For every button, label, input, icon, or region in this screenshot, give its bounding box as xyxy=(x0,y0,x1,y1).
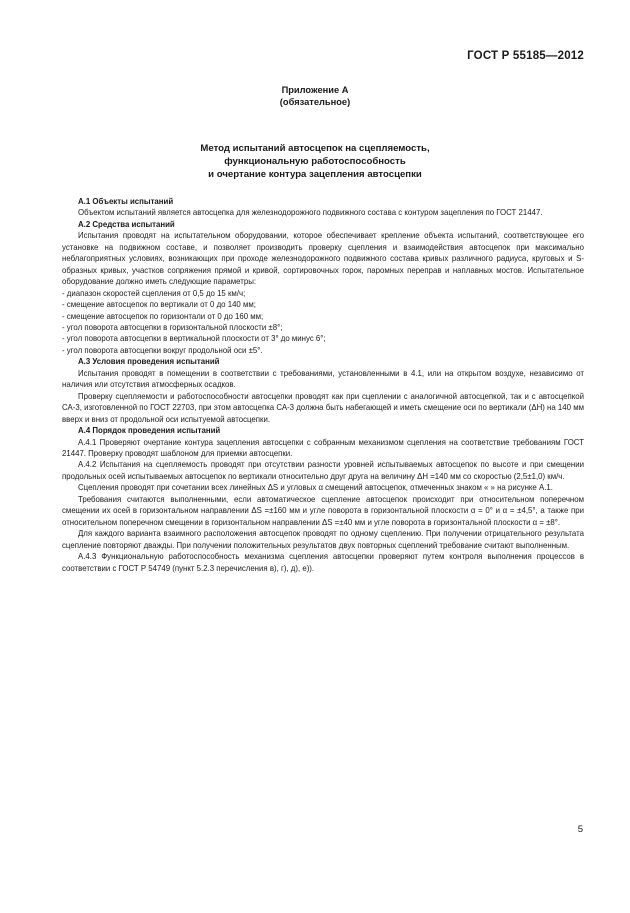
param-list-item: - угол поворота автосцепки в горизонтальной плоскости ±8°; xyxy=(62,322,283,332)
section-a2-heading: А.2 Средства испытаний xyxy=(78,219,175,229)
section-a3-text-2: Проверку сцепляемости и работоспособности автосцепки проводят как при сцеплении с аналогичной автосцепкой, так и с автосцепкой СА-3, изготовленной по ГОСТ 22703, при этом автосцепка СА-3 должна быть набегающей и иметь смещение оси по вертикали (ΔН) на 140 мм вверх и вниз от продольной оси испытуемой автосцепки. xyxy=(62,391,584,424)
appendix-heading xyxy=(0,84,630,108)
section-a4-text-2: А.4.2 Испытания на сцепляемость проводят при отсутствии разности уровней испытываемых автосцепок по высоте и при смещении продольных осей испытываемых автосцепок по вертикали относительно друг друга на величину ΔН =140 мм со скоростью (2,5±1,0) км/ч. xyxy=(62,460,584,481)
title-line-3: и очертание контура зацепления автосцепки xyxy=(208,169,422,180)
appendix-label: Приложение А xyxy=(281,85,349,95)
section-a1-heading: А.1 Объекты испытаний xyxy=(78,197,174,206)
section-a1-text: Объектом испытаний является автосцепка для железнодорожного подвижного состава с контуром зацепления по ГОСТ 21447. xyxy=(78,208,543,218)
section-a4-text-5: Для каждого варианта взаимного расположения автосцепок проводят по одному сцеплению. При получении отрицательного результата сцепление повторяют дважды. При получении положительных результатов двух повторных сцеплений требование считают выполненным. xyxy=(62,529,584,550)
param-list-item: - угол поворота автосцепки в вертикальной плоскости от 3° до минус 6°; xyxy=(62,334,326,344)
appendix-status: (обязательное) xyxy=(279,97,351,107)
document-title xyxy=(0,142,630,181)
section-a4-heading: А.4 Порядок проведения испытаний xyxy=(78,426,221,436)
section-a4-text-6: А.4.3 Функциональную работоспособность механизма сцепления автосцепки проверяют путем контроля выполнения процессов в соответствии с ГОСТ Р 54749 (пункт 5.2.3 перечисления в), г), д), е)). xyxy=(62,552,584,573)
title-line-1: Метод испытаний автосцепок на сцепляемость, xyxy=(200,143,430,154)
param-list-item: - смещение автосцепок по вертикали от 0 до 140 мм; xyxy=(62,300,256,310)
param-list-item: - смещение автосцепок по горизонтали от 0 до 160 мм; xyxy=(62,311,264,321)
section-a3-text-1: Испытания проводят в помещении в соответствии с требованиями, установленными в 4.1, или на открытом воздухе, независимо от наличия или отсутствия атмосферных осадков. xyxy=(62,368,584,390)
section-a4-text-1: А.4.1 Проверяют очертание контура зацепления автосцепки с собранным механизмом сцепления на соответствие требованиям ГОСТ 21447. Проверку проводят шаблоном для приемки автосцепки. xyxy=(62,437,584,458)
section-a4-text-4: Требования считаются выполненными, если автоматическое сцепление автосцепок происходит при относительном поперечном смещении их осей в горизонтальном направлении ΔS =±160 мм и угле поворота в горизонтальной плоскости α = 0° и α = ±4,5°, а также при относительном поперечном смещении в горизонтальном направлении ΔS =±40 мм и угле поворота в горизонтальной плоскости α = ±8°. xyxy=(62,494,584,527)
section-a4-text-3: Сцепления проводят при сочетании всех линейных ΔS и угловых α смещений автосцепок, отмеченных знаком « » на рисунке А.1. xyxy=(78,483,553,493)
page-number: 5 xyxy=(577,824,583,835)
param-list-item: - диапазон скоростей сцепления от 0,5 до 15 км/ч; xyxy=(62,288,246,298)
section-a3-heading: А.3 Условия проведения испытаний xyxy=(78,357,220,367)
title-line-2: функциональную работоспособность xyxy=(224,156,406,167)
section-a2-text: Испытания проводят на испытательном оборудовании, которое обеспечивает крепление объекта испытаний, соответствующее его установке на подвижном составе, и позволяет производить проверку сцепления и взаимодействия автосцепок при максимально неблагоприятных условиях, возникающих при проходе железнодорожного подвижного состава кривых различного радиуса, круговых и S-образных кривых, участков сопряжения прямой и кривой, сортировочных горок, паромных переправ и наплавных мостов. Испытательное оборудование должно иметь следующие параметры: xyxy=(62,231,584,287)
document-body xyxy=(62,196,584,574)
standard-code-header: ГОСТ Р 55185—2012 xyxy=(467,50,584,62)
param-list-item: - угол поворота автосцепки вокруг продольной оси ±5°. xyxy=(62,345,263,355)
